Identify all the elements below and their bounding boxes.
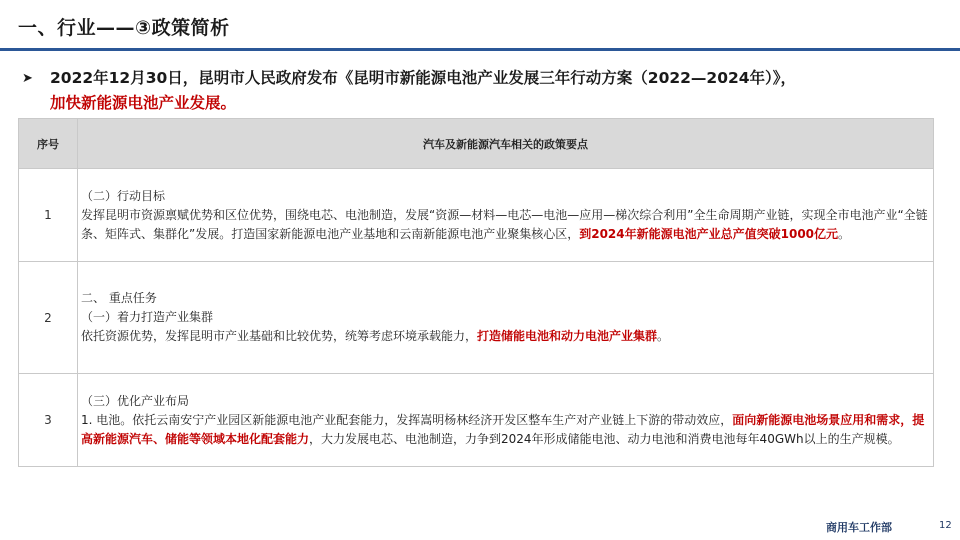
content-text: 发挥昆明市资源禀赋优势和区位优势，围绕电芯、电池制造，发展“资源—材料—电芯—电池—应用—梯次综合利用”全生命周期产业链，实现全市电池产业“全链条、矩阵式、集群化”发展。打造国家新能源电池产业基地和云南新能源电池产业聚集核心区， (81, 207, 928, 241)
row-number: 1 (19, 169, 78, 262)
row-number: 2 (19, 262, 78, 374)
footer-department: 商用车工作部 (826, 521, 892, 534)
content-text: ，大力发展电芯、电池制造，力争到2024年形成储能电池、动力电池和消费电池每年40GWh以上的生产规模。 (309, 431, 900, 446)
table-row (19, 169, 934, 262)
table-row (19, 262, 934, 374)
row-content (78, 262, 934, 374)
content-text: 。 (838, 226, 851, 241)
content-text: （一）着力打造产业集群 (81, 310, 214, 324)
headline (22, 66, 942, 116)
headline-line2: 加快新能源电池产业发展。 (50, 94, 237, 112)
headline-line1: 2022年12月30日，昆明市人民政府发布《昆明市新能源电池产业发展三年行动方案（2022—2024年）》， (50, 69, 797, 87)
content-line (81, 327, 929, 346)
content-text: （三）优化产业布局 (81, 393, 190, 408)
content-line (81, 308, 929, 327)
content-text: 1. 电池。依托云南安宁产业园区新能源电池产业配套能力，发挥嵩明杨林经济开发区整车生产对产业链上下游的带动效应， (81, 412, 733, 427)
content-text: （二）行动目标 (81, 188, 166, 203)
row-number: 3 (19, 374, 78, 467)
highlight-text: 面向新能源电池场景应用和需求，提高新能源汽车、储能等领域本地化配套能力 (81, 412, 925, 446)
table-header-row (19, 119, 934, 169)
highlight-text: 到2024年新能源电池产业总产值突破1000亿元 (579, 226, 839, 241)
table-row (19, 374, 934, 467)
content-line (81, 392, 929, 411)
content-line (81, 411, 929, 449)
content-line (81, 187, 929, 206)
header-index: 序号 (19, 119, 78, 169)
content-text: 。 (657, 329, 670, 343)
row-content (78, 374, 934, 467)
page-number: 12 (939, 520, 952, 531)
content-line (81, 289, 929, 308)
header-policy-points: 汽车及新能源汽车相关的政策要点 (78, 119, 934, 169)
content-text: 依托资源优势，发挥昆明市产业基础和比较优势，统筹考虑环境承载能力， (81, 329, 478, 343)
row-content (78, 169, 934, 262)
arrow-bullet-icon: ➤ (22, 71, 33, 86)
content-text: 二、 重点任务 (81, 291, 157, 305)
policy-table (18, 118, 934, 467)
title-divider (0, 48, 960, 51)
highlight-text: 打造储能电池和动力电池产业集群 (477, 329, 658, 343)
content-line (81, 206, 929, 244)
page-title: 一、行业——③政策简析 (18, 17, 230, 39)
